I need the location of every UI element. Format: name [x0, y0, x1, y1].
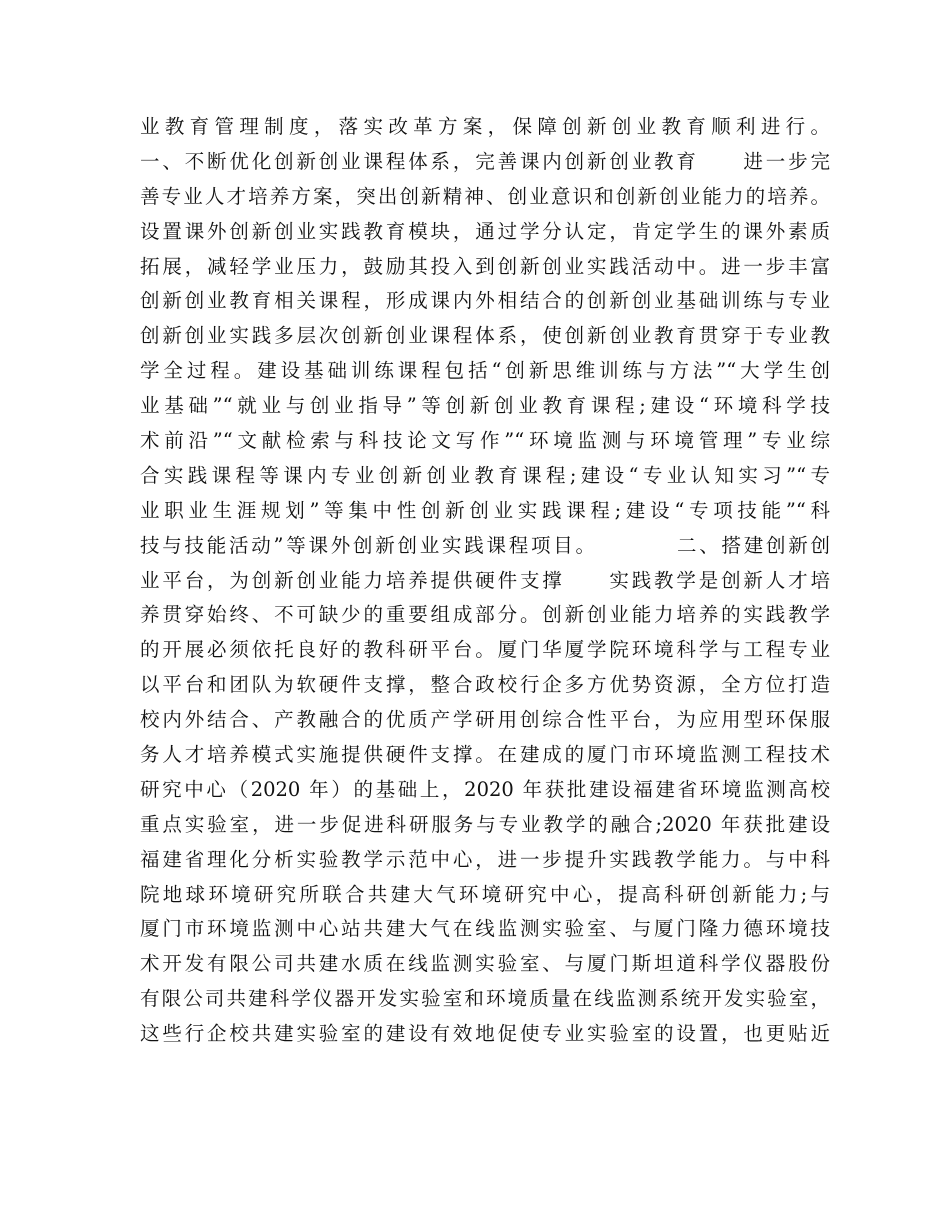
text-line: 有限公司共建科学仪器开发实验室和环境质量在线监测系统开发实验室， — [140, 987, 830, 1011]
text-line: 业平台，为创新创业能力培养提供硬件支撑 实践教学是创新人才培 — [140, 568, 830, 592]
text-line: 一、不断优化创新创业课程体系，完善课内创新创业教育 进一步完 — [140, 149, 830, 173]
text-line: 以平台和团队为软硬件支撑，整合政校行企多方优势资源，全方位打造 — [140, 673, 830, 697]
text-line: 的开展必须依托良好的教科研平台。厦门华厦学院环境科学与工程专业 — [140, 638, 830, 662]
text-line: 校内外结合、产教融合的优质产学研用创综合性平台，为应用型环保服 — [140, 708, 830, 732]
text-line: 创新创业教育相关课程，形成课内外相结合的创新创业基础训练与专业 — [140, 289, 830, 313]
text-line: 院地球环境研究所联合共建大气环境研究中心，提高科研创新能力;与 — [140, 882, 830, 906]
text-line: 学全过程。建设基础训练课程包括“创新思维训练与方法”“大学生创 — [140, 359, 830, 383]
text-line: 研究中心（2020 年）的基础上，2020 年获批建设福建省环境监测高校 — [140, 777, 830, 801]
text-line: 业教育管理制度，落实改革方案，保障创新创业教育顺利进行。 — [140, 115, 830, 138]
text-line: 业职业生涯规划”等集中性创新创业实践课程;建设“专项技能”“科 — [140, 498, 830, 522]
text-line: 这些行企校共建实验室的建设有效地促使专业实验室的设置，也更贴近 — [140, 1022, 830, 1046]
text-line: 养贯穿始终、不可缺少的重要组成部分。创新创业能力培养的实践教学 — [140, 603, 830, 627]
text-line: 厦门市环境监测中心站共建大气在线监测实验室、与厦门隆力德环境技 — [140, 917, 830, 941]
text-line: 术开发有限公司共建水质在线监测实验室、与厦门斯坦道科学仪器股份 — [140, 952, 830, 976]
text-line: 创新创业实践多层次创新创业课程体系，使创新创业教育贯穿于专业教 — [140, 324, 830, 348]
text-line: 设置课外创新创业实践教育模块，通过学分认定，肯定学生的课外素质 — [140, 219, 830, 243]
body-text — [140, 110, 830, 1052]
text-line: 拓展，减轻学业压力，鼓励其投入到创新创业实践活动中。进一步丰富 — [140, 254, 830, 278]
text-line: 业基础”“就业与创业指导”等创新创业教育课程;建设“环境科学技 — [140, 394, 830, 418]
text-line: 术前沿”“文献检索与科技论文写作”“环境监测与环境管理”专业综 — [140, 429, 830, 453]
text-line: 务人才培养模式实施提供硬件支撑。在建成的厦门市环境监测工程技术 — [140, 743, 830, 767]
text-line: 合实践课程等课内专业创新创业教育课程;建设“专业认知实习”“专 — [140, 463, 830, 487]
text-line: 善专业人才培养方案，突出创新精神、创业意识和创新创业能力的培养。 — [140, 184, 830, 208]
text-line: 技与技能活动”等课外创新创业实践课程项目。 二、搭建创新创 — [140, 533, 830, 557]
text-line: 福建省理化分析实验教学示范中心，进一步提升实践教学能力。与中科 — [140, 847, 830, 871]
text-line: 重点实验室，进一步促进科研服务与专业教学的融合;2020 年获批建设 — [140, 812, 830, 836]
